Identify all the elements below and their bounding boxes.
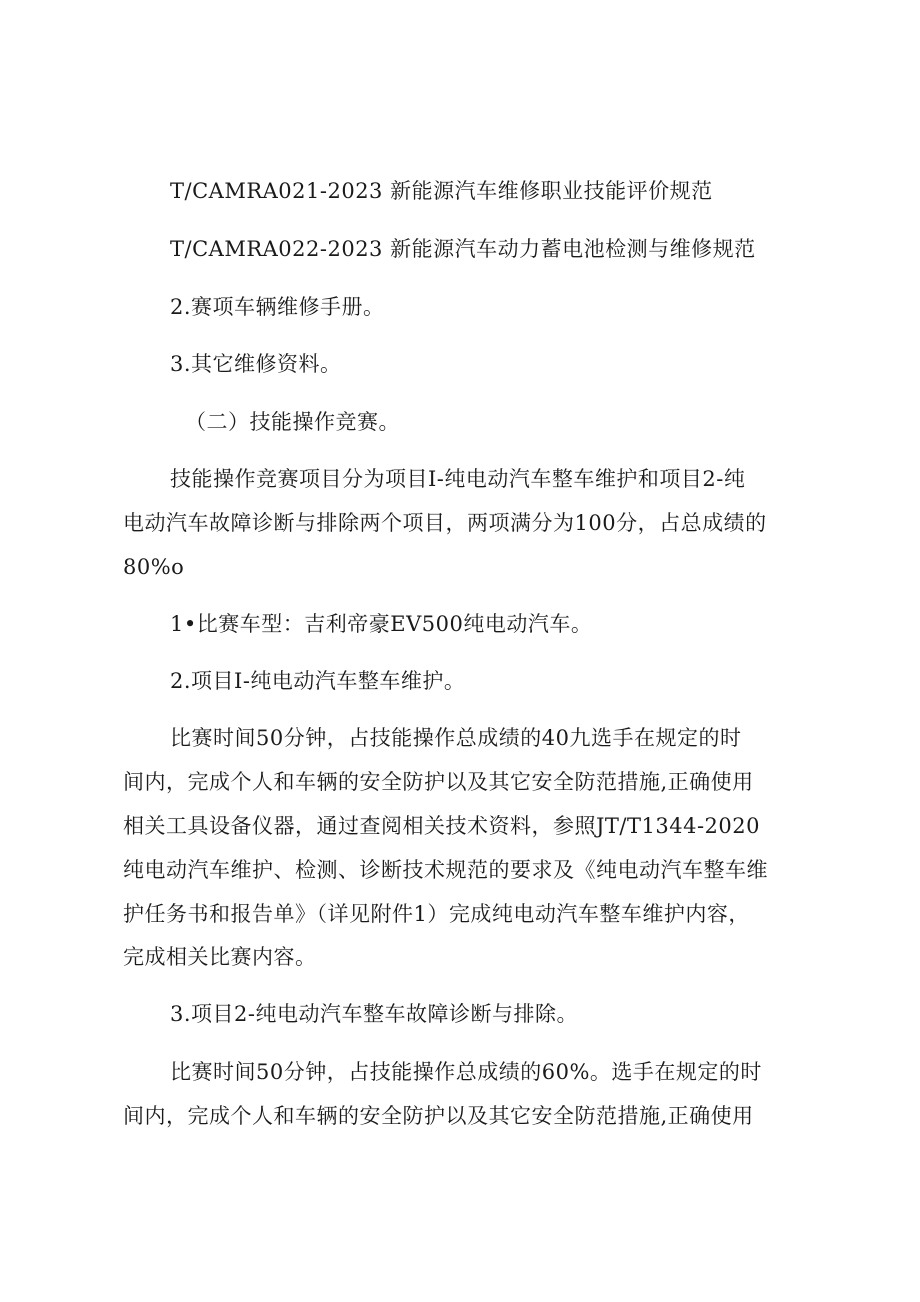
paragraph-line: 80%o — [123, 555, 185, 579]
paragraph-line: 完成相关比赛内容。 — [123, 945, 317, 969]
reference-line: T/CAMRA022-2023 新能源汽车动力蓄电池检测与维修规范 — [170, 237, 756, 261]
paragraph-line: 相关工具设备仪器，通过查阅相关技术资料，参照JT/T1344-2020 — [123, 814, 760, 838]
vehicle-item: 1•比赛车型：吉利帝豪EV500纯电动汽车。 — [170, 612, 593, 636]
project2-heading: 3.项目2-纯电动汽车整车故障诊断与排除。 — [170, 1002, 578, 1026]
paragraph-line: 间内，完成个人和车辆的安全防护以及其它安全防范措施,正确使用 — [123, 770, 754, 794]
paragraph-line: 间内，完成个人和车辆的安全防护以及其它安全防范措施,正确使用 — [123, 1104, 754, 1128]
project1-heading: 2.项目I-纯电动汽车整车维护。 — [170, 669, 466, 693]
paragraph-line: 比赛时间50分钟，占技能操作总成绩的60%。选手在规定的时 — [170, 1060, 762, 1084]
list-item: 3.其它维修资料。 — [170, 352, 342, 376]
reference-line: T/CAMRA021-2023 新能源汽车维修职业技能评价规范 — [170, 179, 713, 203]
paragraph-line: 比赛时间50分钟，占技能操作总成绩的40九选手在规定的时 — [170, 726, 742, 750]
section-heading: （二）技能操作竞赛。 — [185, 410, 400, 434]
list-item: 2.赛项车辆维修手册。 — [170, 295, 385, 319]
paragraph-line: 电动汽车故障诊断与排除两个项目，两项满分为100分，占总成绩的 — [123, 511, 767, 535]
paragraph-line: 纯电动汽车维护、检测、诊断技术规范的要求及《纯电动汽车整车维 — [123, 858, 768, 882]
paragraph-line: 护任务书和报告单》（详见附件1）完成纯电动汽车整车维护内容， — [123, 902, 750, 926]
paragraph-line: 技能操作竞赛项目分为项目I-纯电动汽车整车维护和项目2-纯 — [170, 467, 746, 491]
